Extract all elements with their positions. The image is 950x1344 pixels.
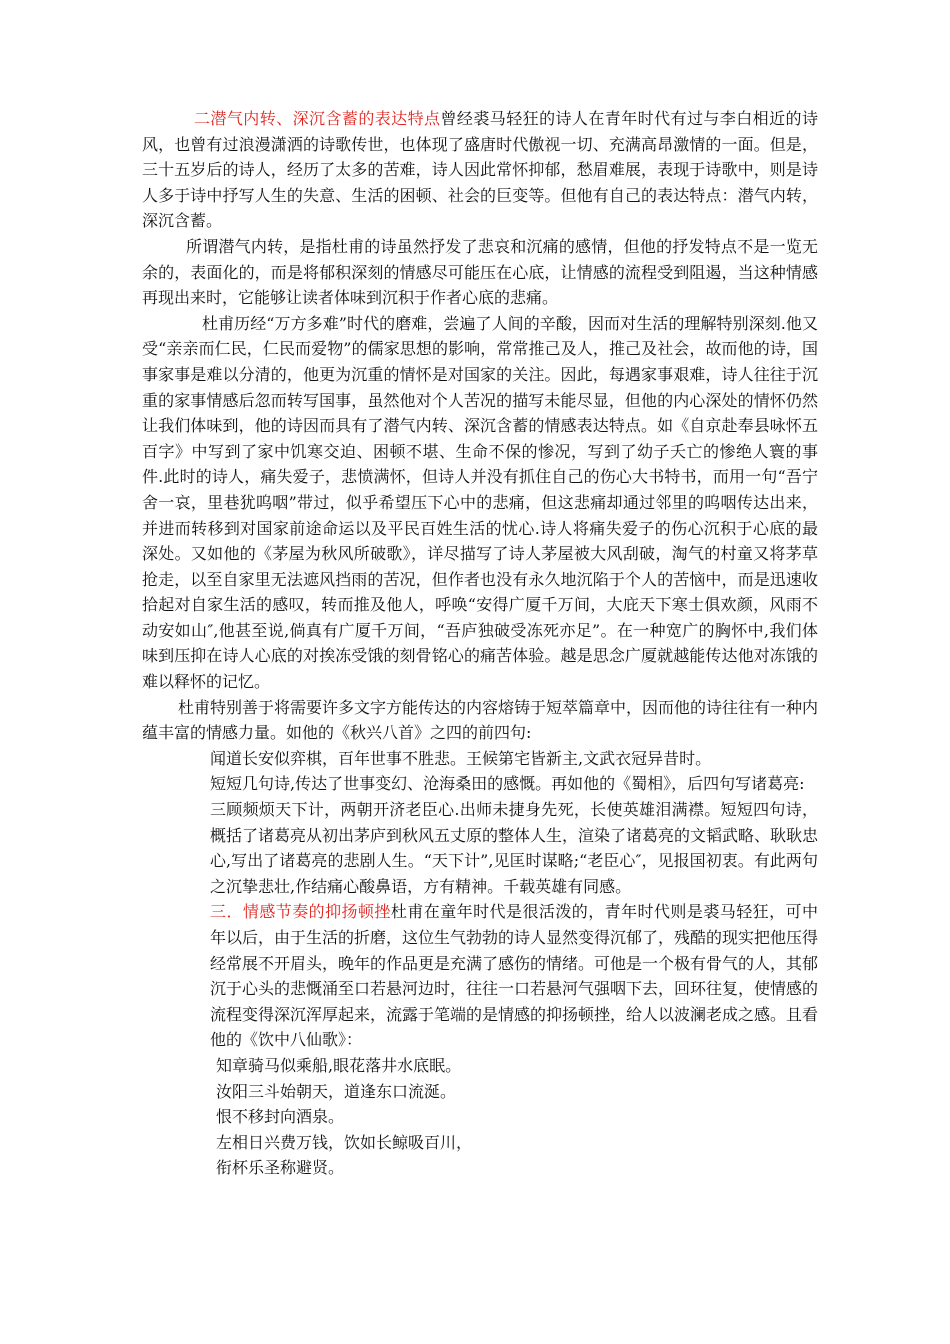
section-heading: 二潜气内转、深沉含蓄的表达特点 (194, 109, 441, 128)
body-paragraph: 杜甫特别善于将需要许多文字方能传达的内容熔铸于短萃篇章中，因而他的诗往往有一种内蕴丰富的情感力量。如他的《秋兴八首》之四的前四句: (142, 697, 819, 743)
section-two-paragraph (142, 106, 818, 234)
section-three-paragraph (142, 899, 818, 1053)
body-paragraph: 杜甫历经“万方多难”时代的磨难，尝遍了人间的辛酸，因而对生活的理解特别深刻.他又受“亲亲而仁民，仁民而爱物”的儒家思想的影响，常常推己及人，推己及社会，故而他的诗，国事家事是难以分清的，他更为沉重的情怀是对国家的关注。因此，每遇家事艰难，诗人往往于沉重的家事情感后忽而转写国事，虽然他对个人苦况的描写未能尽显，但他的内心深处的情怀仍然让我们体味到，他的诗因而具有了潜气内转、深沉含蓄的情感表达特点。如《自京赴奉县咏怀五百字》中写到了家中饥寒交迫、困顿不堪、生命不保的惨况，写到了幼子夭亡的惨绝人寰的事件.此时的诗人，痛失爱子，悲愤满怀，但诗人并没有抓住自己的伤心大书特书，而用一句“吾宁舍一哀，里巷犹呜咽”带过，似乎希望压下心中的悲痛，但这悲痛却通过邻里的呜咽传达出来，并进而转移到对国家前途命运以及平民百姓生活的忧心.诗人将痛失爱子的伤心沉积于心底的最深处。又如他的《茅屋为秋风所破歌》，详尽描写了诗人茅屋被大风刮破，淘气的村童又将茅草抢走，以至自家里无法遮风挡雨的苦况，但作者也没有永久地沉陷于个人的苦恼中，而是迅速收拾起对自家生活的感叹，转而推及他人，呼唤“安得广厦千万间，大庇天下寒士俱欢颜，风雨不动安如山″,他甚至说,倘真有广厦千万间，“吾庐独破受冻死亦足”。在一种宽广的胸怀中,我们体味到压抑在诗人心底的对挨冻受饿的刻骨铭心的痛苦体验。越是思念广厦就越能传达他对冻饿的难以释怀的记忆。 (142, 313, 818, 692)
verse-line: 知章骑马似乘船,眼花落井水底眠。 (216, 1055, 462, 1075)
section-lead-text: 曾经裘马轻狂的诗人在青年时代有过与李白相近的诗风，也曾有过浪漫潇洒的诗歌传世，也体现了盛唐时代傲视一切、充满高昂激情的一面。但是，三十五岁后的诗人，经历了太多的苦难，诗人因此常怀抑郁，愁眉难展，表现于诗歌中，则是诗人多于诗中抒写人生的失意、生活的困顿、社会的巨变等。但他有自己的表达特点：潜气内转，深沉含蓄。 (142, 109, 818, 231)
poem-quote: 闻道长安似弈棋，百年世事不胜悲。王候第宅皆新主,文武衣冠异昔时。 (210, 748, 712, 768)
poem-quote: 三顾频烦天下计，两朝开济老臣心.出师未捷身先死，长使英雄泪满襟。短短四句诗，概括了诸葛亮从初出茅庐到秋风五丈原的整体人生，渲染了诸葛亮的文韬武略、耿耿忠心,写出了诸葛亮的悲剧人生。“天下计”,见匡时谋略;“老臣心″，见报国初衷。有此两句之沉挚悲壮,作结痛心酸鼻语，方有精神。千载英雄有同感。 (210, 800, 819, 896)
document-page (142, 106, 818, 1181)
verse-line: 恨不移封向酒泉。 (216, 1107, 345, 1127)
body-paragraph: 短短几句诗,传达了世事变幻、沧海桑田的感慨。再如他的《蜀相》，后四句写诸葛亮: (210, 774, 805, 794)
verse-line: 左相日兴费万钱，饮如长鲸吸百川， (216, 1132, 473, 1152)
poem-verses (142, 1053, 818, 1181)
verse-line: 衔杯乐圣称避贤。 (216, 1158, 345, 1178)
verse-line: 汝阳三斗始朝天，道逢东口流涎。 (216, 1081, 457, 1101)
section-lead-text: 杜甫在童年时代是很活泼的，青年时代则是裘马轻狂，可中年以后，由于生活的折磨，这位生气勃勃的诗人显然变得沉郁了，残酷的现实把他压得经常展不开眉头，晚年的作品更是充满了感伤的情绪。可他是一个极有骨气的人，其郁沉于心头的悲慨涌至口若悬河边时，往往一口若悬河气强咽下去，回环往复，使情感的流程变得深沉浑厚起来，流露于笔端的是情感的抑扬顿挫，给人以波澜老成之感。且看他的《饮中八仙歌》： (210, 902, 819, 1050)
body-paragraph: 所谓潜气内转，是指杜甫的诗虽然抒发了悲哀和沉痛的感情，但他的抒发特点不是一览无余的，表面化的，而是将郁积深刻的情感尽可能压在心底，让情感的流程受到阻遏，当这种情感再现出来时，它能够让读者体味到沉积于作者心底的悲痛。 (142, 236, 818, 308)
section-heading: 三．情感节奏的抑扬顿挫 (210, 902, 391, 922)
